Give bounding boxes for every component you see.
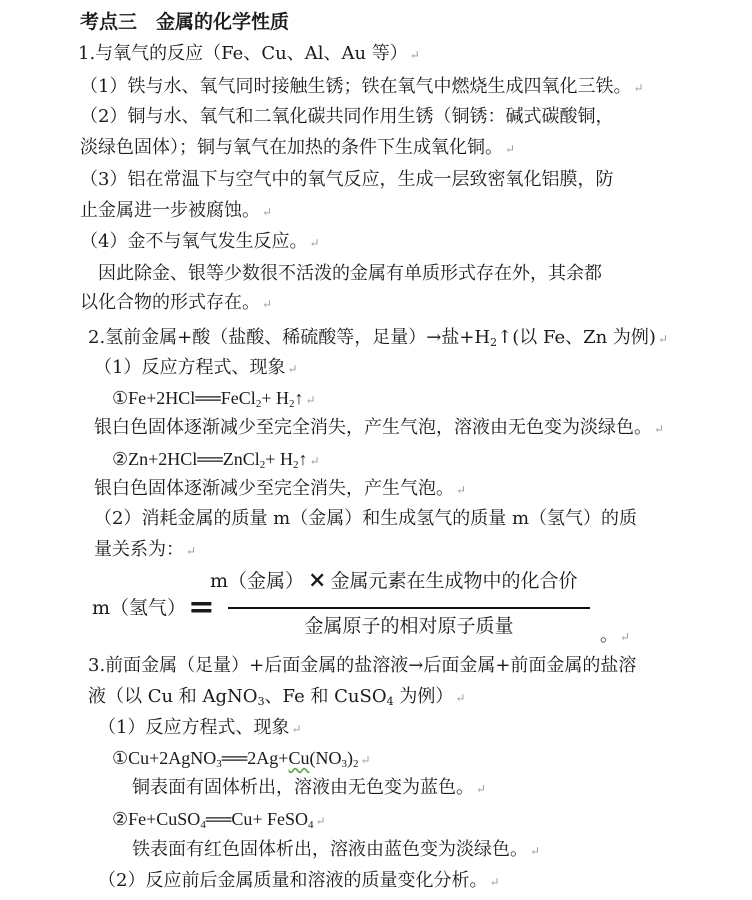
s1-paragraph-2b: 淡绿色固体）；铜与氧气在加热的条件下生成氧化铜。 ↵ (80, 137, 516, 158)
section-3-heading-b: 液（以 Cu 和 AgNO$_3$、Fe 和 CuSO$_4$ 为例） ↵ (88, 686, 466, 708)
formula-denominator: 金属原子的相对原子质量 (304, 615, 514, 637)
s2-description-1: 银白色固体逐渐减少至完全消失，产生气泡，溶液由无色变为淡绿色。 ↵ (94, 417, 665, 438)
s3-subheading-1: （1）反应方程式、现象 ↵ (98, 717, 302, 738)
fraction-bar (228, 607, 590, 609)
s1-paragraph-2a: （2）铜与水、氧气和二氧化碳共同作用生锈（铜锈：碱式碳酸铜， (80, 106, 614, 127)
s1-paragraph-5a: 因此除金、银等少数很不活泼的金属有单质形式存在外，其余都 (80, 263, 602, 284)
s2-subheading-1: （1）反应方程式、现象 ↵ (94, 357, 298, 378)
s1-paragraph-4: （4）金不与氧气发生反应。 ↵ (80, 231, 320, 252)
s3-subheading-2: （2）反应前后金属质量和溶液的质量变化分析。 ↵ (98, 870, 500, 891)
formula-numerator: m（金属） × 金属元素在生成物中的化合价 (210, 567, 578, 593)
s3-equation-1: $①Cu+2AgNO_3══2Ag+Cu(NO_3)_2$ ↵ (112, 748, 371, 770)
formula-equals: = (188, 587, 215, 625)
s1-paragraph-1: （1）铁与水、氧气同时接触生锈；铁在氧气中燃烧生成四氧化三铁。 ↵ (80, 76, 644, 97)
s1-paragraph-3a: （3）铝在常温下与空气中的氧气反应，生成一层致密氧化铝膜，防 (80, 169, 614, 190)
s3-description-2: 铁表面有红色固体析出，溶液由蓝色变为淡绿色。 ↵ (132, 839, 541, 860)
mass-relation-formula (92, 566, 652, 646)
s3-description-1: 铜表面有固体析出，溶液由无色变为蓝色。 ↵ (132, 777, 487, 798)
section-1-heading: 1.与氧气的反应（Fe、Cu、Al、Au 等） ↵ (78, 43, 420, 64)
s2-description-2: 银白色固体逐渐减少至完全消失，产生气泡。 ↵ (94, 478, 467, 499)
s1-paragraph-5b: 以化合物的形式存在。 ↵ (80, 292, 273, 313)
s2-subheading-2a: （2）消耗金属的质量 m（金属）和生成氢气的质量 m（氢气）的质 (94, 508, 638, 529)
section-3-heading-a: 3.前面金属（足量）+后面金属的盐溶液→后面金属+前面金属的盐溶 (88, 655, 637, 676)
s3-equation-2: ②Fe+CuSO$_4$══Cu+ FeSO$_4$ ↵ (112, 809, 326, 831)
s2-equation-1: ①Fe+2HCl══FeCl$_2$+ $H_2↑$ ↵ (112, 388, 316, 410)
s2-equation-2: ②Zn+2HCl══ZnCl$_2$+ $H_2↑$ ↵ (112, 449, 320, 471)
s2-subheading-2b: 量关系为： ↵ (94, 539, 197, 560)
s1-paragraph-3b: 止金属进一步被腐蚀。 ↵ (80, 200, 273, 221)
formula-lhs: m（氢气） (92, 597, 187, 619)
page-title: 考点三 金属的化学性质 (80, 11, 290, 33)
section-2-heading: 2.氢前金属+酸（盐酸、稀硫酸等，足量）→盐$+H_2↑$(以 Fe、Zn 为例) ↵ (88, 327, 669, 349)
formula-end: 。 ↵ (600, 625, 631, 646)
